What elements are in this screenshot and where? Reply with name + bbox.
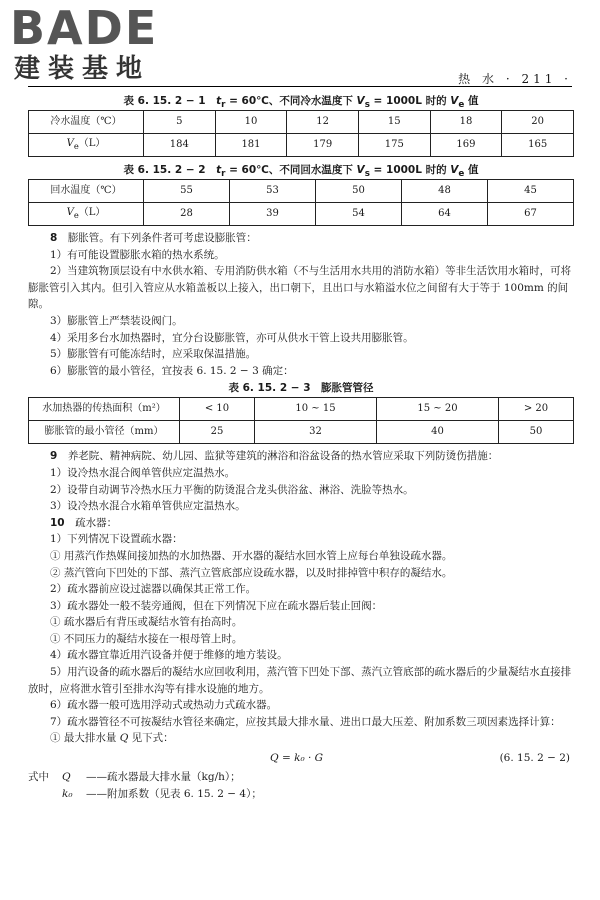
paragraph: 1）下列情况下设置疏水器： [50,533,183,546]
table-cell: 回水温度（℃） [29,180,144,203]
definition-label: 式中 [28,771,49,784]
table-cell: 冷水温度（℃） [29,111,144,134]
table-row [29,203,574,226]
logo-sub-text: 建装基地 [14,54,151,84]
table-cell: 64 [402,203,488,226]
header-rule [28,86,572,87]
table-cell: 10 [215,111,287,134]
table-cell: 67 [488,203,574,226]
paragraph: 10 疏水器： [50,516,118,529]
definition-symbol: k₀ [62,788,73,801]
table-cell: 10 ~ 15 [254,398,376,421]
paragraph: 7）疏水器管径不可按凝结水管径来确定，应按其最大排水量、进出口最大压差、附加系数三项因素选择计算： [50,715,561,728]
table3 [28,397,574,444]
formula-number: (6. 15. 2 − 2) [499,752,570,765]
table-cell: 15 [358,111,430,134]
table-cell: 25 [180,421,255,444]
running-header [458,70,572,87]
table-cell: $V_e(L)$ [29,203,144,226]
paragraph: 2）设带自动调节冷热水压力平衡的防烫混合龙头供浴盆、淋浴、洗脸等热水。 [50,483,414,496]
paragraph: ① 不同压力的凝结水接在一根母管上时。 [50,632,243,645]
table-cell: 55 [144,180,230,203]
table-cell: 184 [144,134,216,157]
paragraph: 4）采用多台水加热器时，宜分台设膨胀管，亦可从供水干管上设共用膨胀管。 [50,331,414,344]
paragraph: 1）设冷热水混合阀单管供应定温热水。 [50,466,236,479]
logo [8,1,178,84]
paragraph: ① 用蒸汽作热媒间接加热的水加热器、开水器的凝结水回水管上应每台单独设疏水器。 [50,549,453,562]
paragraph: 3）膨胀管上严禁装设阀门。 [50,314,183,327]
table-cell: 179 [287,134,359,157]
table-cell: 175 [358,134,430,157]
table-cell: 165 [502,134,574,157]
paragraph: 4）疏水器宜靠近用汽设备并便于维修的地方装设。 [50,649,288,662]
paragraph: 2）当建筑物顶层设有中水供水箱、专用消防供水箱（不与生活用水共用的消防水箱）等非生活饮用水箱时，可将膨胀管引入其内。但引入管应从水箱盖板以上接入，出口朝下，且出口与水箱溢水位之间留有大于等于 100mm 的间隙。 [28,265,572,311]
definition-row [28,786,574,803]
page-number: · 211 · [505,72,572,86]
table-cell: 12 [287,111,359,134]
table-cell: 50 [316,180,402,203]
table-cell: 54 [316,203,402,226]
paragraph: ② 蒸汽管向下凹处的下部、蒸汽立管底部应设疏水器，以及时排掉管中积存的凝结水。 [50,566,453,579]
table-cell: 水加热器的传热面积（m²） [29,398,180,421]
table-cell: 膨胀管的最小管径（mm） [29,421,180,444]
table-cell: 50 [499,421,574,444]
table-cell: > 20 [499,398,574,421]
formula [28,747,574,769]
definition-symbol: Q [62,771,71,784]
table-cell: 181 [215,134,287,157]
paragraph: 5）膨胀管有可能冻结时，应采取保温措施。 [50,348,257,361]
paragraph: 1）有可能设置膨胀水箱的热水系统。 [50,248,225,261]
paragraph: 6）膨胀管的最小管径，宜按表 6. 15. 2 − 3 确定： [50,364,294,377]
table-cell: $V_e(L)$ [29,134,144,157]
table-cell: 32 [254,421,376,444]
table3-caption: 表 6. 15. 2 − 3 膨胀管管径 [228,382,374,395]
logo-main-text: BADE [10,1,159,55]
table-cell: 5 [144,111,216,134]
paragraph: 3）设冷热水混合水箱单管供应定温热水。 [50,500,246,513]
table-cell: 40 [376,421,498,444]
paragraph: 5）用汽设备的疏水器后的凝结水应回收利用，蒸汽管下凹处下部、蒸汽立管底部的疏水器后的少量凝结水直接排放时，应将泄水管引至排水沟等有排水设施的地方。 [28,666,572,695]
paragraph: ① 最大排水量 Q 见下式： [50,732,174,745]
table-row [29,134,574,157]
table1 [28,110,574,157]
definition-text: ——疏水器最大排水量（kg/h）； [86,771,241,784]
paragraph: 8 膨胀管。有下列条件者可考虑设膨胀管： [50,232,257,244]
definition-text: ——附加系数（见表 6. 15. 2 − 4）； [86,788,262,801]
paragraph: 9 养老院、精神病院、幼儿园、监狱等建筑的淋浴和浴盆设备的热水管应采取下列防烫伤措施： [50,450,499,463]
table-cell: 20 [502,111,574,134]
table-row [29,111,574,134]
table1-caption: 表 6. 15. 2 − 1 $t_r$ = 60℃、不同冷水温度下 $V_s = 1000L$ 时的 $V_e$ 值 [123,95,479,111]
table-cell: 18 [430,111,502,134]
table-cell: 39 [230,203,316,226]
table2-caption: 表 6. 15. 2 − 2 $t_r$ = 60℃、不同回水温度下 $V_s = 1000L$ 时的 $V_e$ 值 [123,164,479,180]
formula-expression: Q = k₀ · G [270,752,324,765]
document-body [28,92,574,803]
paragraph: ① 疏水器后有背压或凝结水管有抬高时。 [50,616,243,629]
table-row [29,421,574,444]
table-cell: 169 [430,134,502,157]
paragraph: 3）疏水器处一般不装旁通阀，但在下列情况下应在疏水器后装止回阀： [50,599,383,612]
table-row [29,180,574,203]
table-cell: 48 [402,180,488,203]
table-cell: 15 ~ 20 [376,398,498,421]
paragraph: 2）疏水器前应设过滤器以确保其正常工作。 [50,583,257,596]
table-cell: 53 [230,180,316,203]
definition-row [28,769,574,786]
table-row [29,398,574,421]
section-title: 热 水 [458,72,498,86]
paragraph: 6）疏水器一般可选用浮动式或热动力式疏水器。 [50,699,278,712]
table2 [28,179,574,226]
table-cell: 45 [488,180,574,203]
table-cell: < 10 [180,398,255,421]
table-cell: 28 [144,203,230,226]
